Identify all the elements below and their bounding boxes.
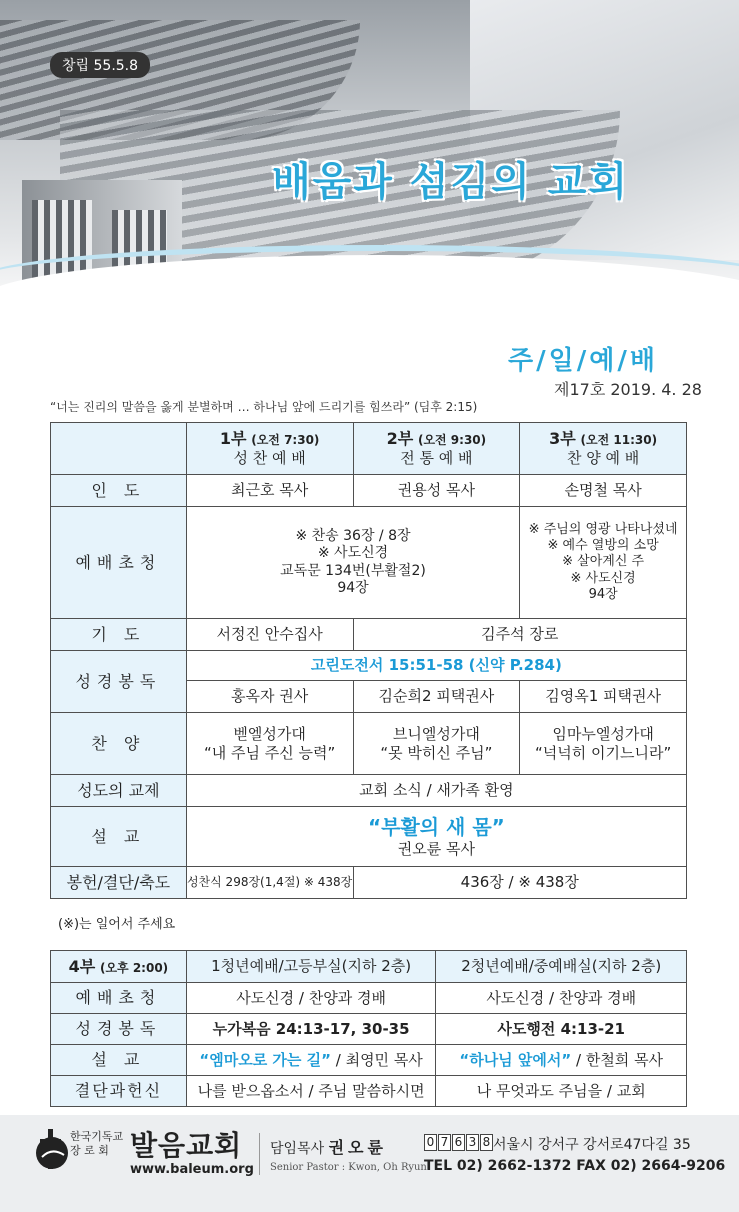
service-2-header: 2부 (오전 9:30) 전 통 예 배 xyxy=(353,423,520,475)
sermon-preacher: 권오륜 목사 xyxy=(397,839,475,858)
church-url: www.baleum.org xyxy=(130,1162,254,1177)
phone-fax: TEL 02) 2662-1372 FAX 02) 2664-9206 xyxy=(424,1158,726,1174)
scripture-passage: 고린도전서 15:51-58 (신약 P.284) xyxy=(186,651,686,681)
service-3-header: 3부 (오전 11:30) 찬 양 예 배 xyxy=(520,423,687,475)
sub-decision-a: 나를 받으옵소서 / 주님 말씀하시면 xyxy=(186,1076,436,1107)
youth1-header: 1청년예배/고등부실(지하 2층) xyxy=(186,951,436,983)
leader-label: 인 도 xyxy=(51,475,187,507)
sub-decision-b: 나 무엇과도 주님을 / 교회 xyxy=(436,1076,687,1107)
table-row xyxy=(51,619,687,651)
sub-scripture-a: 누가복음 24:13-17, 30-35 xyxy=(186,1014,436,1045)
service-title: 주/일/예/배 xyxy=(508,346,658,376)
choir-3: 임마누엘성가대 “넉넉히 이기느니라” xyxy=(520,713,687,775)
standing-note: (※)는 일어서 주세요 xyxy=(58,917,176,932)
call-shared: ※ 찬송 36장 / 8장 ※ 사도신경 교독문 134번(부활절2) 94장 xyxy=(186,507,519,619)
table-row xyxy=(51,475,687,507)
sermon-cell xyxy=(186,807,686,867)
offering-1: 성찬식 298장(1,4절) ※ 438장 xyxy=(186,867,353,899)
table-row xyxy=(51,775,687,807)
fellowship-label: 성도의 교제 xyxy=(51,775,187,807)
call-third: ※ 주님의 영광 나타나셨네 ※ 예수 열방의 소망 ※ 살아계신 주 ※ 사도신경 94장 xyxy=(520,507,687,619)
scripture-label: 성경봉독 xyxy=(51,651,187,713)
worship-order-table xyxy=(50,422,687,899)
table-row xyxy=(51,651,687,681)
church-slogan: 배움과 섬김의 교회 xyxy=(272,158,629,205)
table-header-row xyxy=(51,951,687,983)
choir-1: 벧엘성가대 “내 주님 주신 능력” xyxy=(186,713,353,775)
sub-scripture-label: 성경봉독 xyxy=(51,1014,187,1045)
sub-call-a: 사도신경 / 찬양과 경배 xyxy=(186,983,436,1014)
leader-1: 최근호 목사 xyxy=(186,475,353,507)
prayer-rest: 김주석 장로 xyxy=(353,619,687,651)
reader-1: 홍옥자 권사 xyxy=(186,681,353,713)
pastor-english: Senior Pastor : Kwon, Oh Ryun xyxy=(270,1162,427,1173)
sermon-label: 설 교 xyxy=(51,807,187,867)
zip-code: 0 7 6 3 8 xyxy=(424,1134,493,1151)
sub-sermon-label: 설 교 xyxy=(51,1045,187,1076)
table-row xyxy=(51,1045,687,1076)
church-name: 발음교회 xyxy=(130,1129,243,1162)
table-row xyxy=(51,1076,687,1107)
fellowship-value: 교회 소식 / 새가족 환영 xyxy=(186,775,686,807)
founded-badge: 창립 55.5.8 xyxy=(50,52,150,78)
issue-date: 제17호 2019. 4. 28 xyxy=(554,380,702,399)
table-header-row xyxy=(51,423,687,475)
leader-2: 권용성 목사 xyxy=(353,475,520,507)
sermon-title: “부활의 새 몸” xyxy=(367,814,505,839)
part4-header: 4부 (오후 2:00) xyxy=(51,951,187,983)
church-logo-icon xyxy=(32,1127,70,1173)
table-row xyxy=(51,807,687,867)
sub-sermon-a: “엠마오로 가는 길” / 최영민 목사 xyxy=(186,1045,436,1076)
table-row xyxy=(51,867,687,899)
youth2-header: 2청년예배/중예배실(지하 2층) xyxy=(436,951,687,983)
footer-divider xyxy=(259,1133,260,1175)
leader-3: 손명철 목사 xyxy=(520,475,687,507)
scripture-verse: “너는 진리의 말씀을 옳게 분별하며 … 하나님 앞에 드리기를 힘쓰라” (딤후 2:15) xyxy=(50,400,478,414)
pastor-name: 담임목사 권오륜 xyxy=(270,1138,387,1157)
service-1-header: 1부 (오전 7:30) 성 찬 예 배 xyxy=(186,423,353,475)
sub-sermon-b: “하나님 앞에서” / 한철희 목사 xyxy=(436,1045,687,1076)
prayer-label: 기 도 xyxy=(51,619,187,651)
empty-header-cell xyxy=(51,423,187,475)
call-label: 예배초청 xyxy=(51,507,187,619)
denomination: 한국기독교 장 로 회 xyxy=(70,1130,124,1157)
reader-2: 김순희2 피택권사 xyxy=(353,681,520,713)
table-row xyxy=(51,1014,687,1045)
youth-service-table xyxy=(50,950,687,1107)
sub-scripture-b: 사도행전 4:13-21 xyxy=(436,1014,687,1045)
church-address: 서울시 강서구 강서로47다길 35 xyxy=(493,1137,691,1153)
sub-decision-label: 결단과헌신 xyxy=(51,1076,187,1107)
offering-rest: 436장 / ※ 438장 xyxy=(353,867,687,899)
choir-2: 브니엘성가대 “못 박히신 주님” xyxy=(353,713,520,775)
choir-label: 찬 양 xyxy=(51,713,187,775)
sub-call-label: 예배초청 xyxy=(51,983,187,1014)
offering-label: 봉헌/결단/축도 xyxy=(51,867,187,899)
table-row xyxy=(51,983,687,1014)
reader-3: 김영옥1 피택권사 xyxy=(520,681,687,713)
table-row xyxy=(51,713,687,775)
sub-call-b: 사도신경 / 찬양과 경배 xyxy=(436,983,687,1014)
table-row xyxy=(51,507,687,619)
prayer-1: 서정진 안수집사 xyxy=(186,619,353,651)
